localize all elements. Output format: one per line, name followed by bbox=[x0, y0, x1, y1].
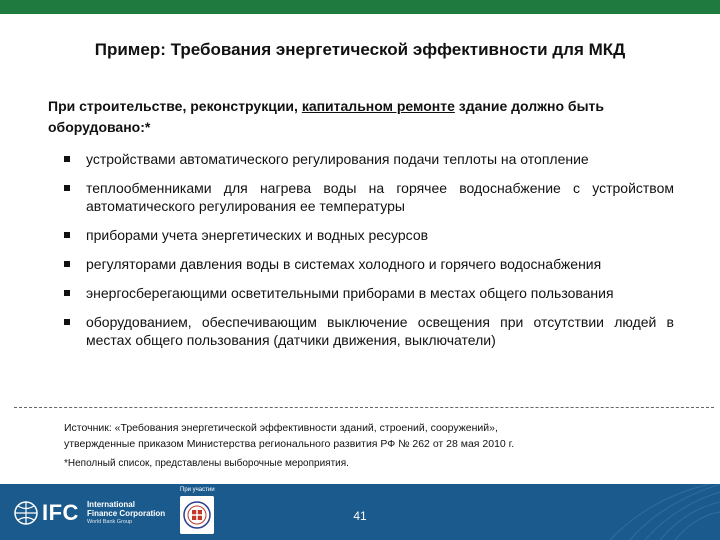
source-citation bbox=[64, 420, 684, 452]
ifc-name: International Finance Corporation World Bank Group bbox=[86, 499, 166, 525]
bullet-marker-icon bbox=[64, 185, 70, 191]
bullet-marker-icon bbox=[64, 232, 70, 238]
bullet-marker-icon bbox=[64, 261, 70, 267]
requirements-list bbox=[62, 150, 674, 360]
top-bar bbox=[0, 0, 720, 14]
source-line-2: утвержденные приказом Министерства регионального развития РФ № 262 от 28 мая 2010 г. bbox=[64, 438, 515, 450]
source-line-1: Источник: «Требования энергетической эффективности зданий, строений, сооружений», bbox=[64, 422, 498, 434]
page-number: 41 bbox=[353, 509, 367, 523]
footnote: *Неполный список, представлены выборочные мероприятия. bbox=[64, 458, 349, 469]
list-item: теплообменниками для нагрева воды на горячее водоснабжение с устройством автоматического регулирования ее температуры bbox=[62, 179, 674, 215]
list-item: устройствами автоматического регулирования подачи теплоты на отопление bbox=[62, 150, 674, 168]
bullet-marker-icon bbox=[64, 290, 70, 296]
intro-underlined: капитальном ремонте bbox=[301, 98, 455, 114]
intro-text bbox=[48, 96, 658, 138]
partner-label: При участии bbox=[180, 487, 215, 493]
page-title: Пример: Требования энергетической эффективности для МКД bbox=[94, 40, 626, 59]
bullet-marker-icon bbox=[64, 319, 70, 325]
list-item: оборудованием, обеспечивающим выключение освещения при отсутствии людей в местах общего пользования (датчики движения, выключатели) bbox=[62, 313, 674, 349]
list-item: приборами учета энергетических и водных ресурсов bbox=[62, 226, 674, 244]
ifc-abbr: IFC bbox=[42, 500, 79, 525]
bullet-marker-icon bbox=[64, 156, 70, 162]
intro-part-1: При строительстве, реконструкции, bbox=[48, 98, 302, 114]
divider bbox=[14, 407, 714, 408]
list-item: энергосберегающими осветительными приборами в местах общего пользования bbox=[62, 284, 674, 302]
intro-part-2: здание должно быть оборудовано:* bbox=[48, 98, 604, 135]
list-item: регуляторами давления воды в системах холодного и горячего водоснабжения bbox=[62, 255, 674, 273]
